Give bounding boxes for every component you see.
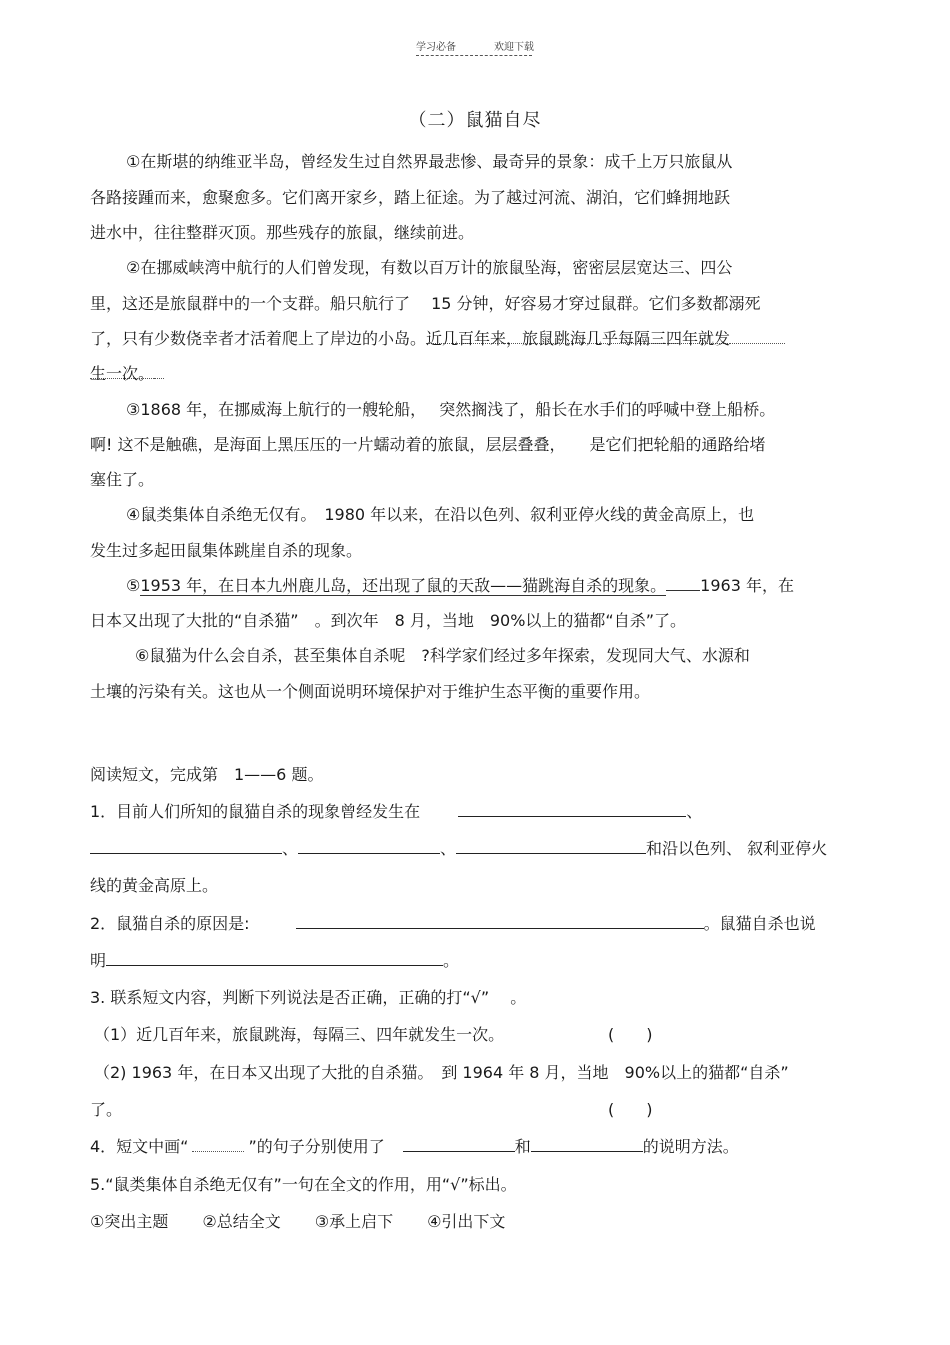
q1-line-2 xyxy=(90,839,827,859)
p5-line-1-tail: 1963 年，在 xyxy=(700,576,794,595)
p1-line-3: 进水中，往往整群灭顶。那些残存的旅鼠，继续前进。 xyxy=(90,223,475,242)
q1-blank-4[interactable] xyxy=(456,839,646,854)
q5-option-4[interactable]: ④引出下文 xyxy=(427,1212,506,1231)
p1-line-2: 各路接踵而来，愈聚愈多。它们离开家乡，踏上征途。为了越过河流、湖泊，它们蜂拥地跃 xyxy=(90,188,731,207)
p3-line-3: 塞住了。 xyxy=(90,470,155,489)
underlined-sentence-b: 生一次。 xyxy=(90,364,155,383)
q2-blank-2[interactable] xyxy=(106,951,443,966)
q3-statement-1: （1）近几百年来，旅鼠跳海，每隔三、四年就发生一次。 xyxy=(94,1025,505,1044)
q2-blank-1[interactable] xyxy=(296,914,704,929)
q5-option-2[interactable]: ②总结全文 xyxy=(202,1212,281,1231)
q1-sep-3: 、 xyxy=(440,839,457,858)
underlined-sentence-a: 近几百年来，旅鼠跳海几乎每隔三四年就发 xyxy=(426,329,731,348)
p1-line-1: ①在斯堪的纳维亚半岛，曾经发生过自然界最悲惨、最奇异的景象：成千上万只旅鼠从 xyxy=(126,152,733,171)
q4-stem: 4．短文中画“ xyxy=(90,1137,189,1156)
q1-stem: 1．目前人们所知的鼠猫自杀的现象曾经发生在 xyxy=(90,802,421,821)
q2-stem: 2．鼠猫自杀的原因是: xyxy=(90,914,250,933)
q1-blank-1[interactable] xyxy=(458,802,686,817)
q4-mid: ”的句子分别使用了 xyxy=(248,1137,385,1156)
q2-tail: 。鼠猫自杀也说 xyxy=(703,914,816,933)
p3-line-1: ③1868 年，在挪威海上航行的一艘轮船， 突然搁浅了，船长在水手们的呼喊中登上船桥。 xyxy=(126,400,776,419)
q3-stem: 3. 联系短文内容，判断下列说法是否正确，正确的打“√” 。 xyxy=(90,988,527,1007)
header-right: 欢迎下载 xyxy=(494,42,534,53)
q3-statement-2-end: 了。 xyxy=(90,1100,123,1119)
q2-ming: 明 xyxy=(90,951,107,970)
q2-line-1 xyxy=(90,914,816,934)
p4-line-2: 发生过多起田鼠集体跳崖自杀的现象。 xyxy=(90,541,363,560)
q4-line xyxy=(90,1137,739,1157)
q3-answer-box-1[interactable]: ( ) xyxy=(608,1025,653,1044)
q1-tail: 和沿以色列、 叙利亚停火 xyxy=(646,839,828,858)
underline-tail xyxy=(730,329,785,344)
underline-gap xyxy=(666,576,700,591)
page-header xyxy=(0,38,950,53)
q1-blank-3[interactable] xyxy=(298,839,440,854)
q5-stem: 5.“鼠类集体自杀绝无仅有”一句在全文的作用，用“√”标出。 xyxy=(90,1175,517,1194)
p2-line-1: ②在挪威峡湾中航行的人们曾发现，有数以百万计的旅鼠坠海，密密层层宽达三、四公 xyxy=(126,258,733,277)
p6-line-2: 土壤的污染有关。这也从一个侧面说明环境保护对于维护生态平衡的重要作用。 xyxy=(90,682,651,701)
p5-marker: ⑤ xyxy=(126,576,141,595)
q2-end: 。 xyxy=(443,951,460,970)
article-title: （二）鼠猫自尽 xyxy=(408,110,542,131)
q4-underline-sample xyxy=(192,1137,244,1152)
q4-blank-2[interactable] xyxy=(531,1137,643,1152)
q5-option-1[interactable]: ①突出主题 xyxy=(90,1212,169,1231)
underlined-sentence-c: 1953 年，在日本九州鹿儿岛，还出现了鼠的天敌——猫跳海自杀的现象。 xyxy=(140,576,667,595)
p2-line-3-text: 了，只有少数侥幸者才活着爬上了岸边的小岛。 xyxy=(90,329,427,348)
p2-line-2: 里，这还是旅鼠群中的一个支群。船只航行了 15 分钟，好容易才穿过鼠群。它们多数都溺死 xyxy=(90,294,761,313)
p2-line-4 xyxy=(90,364,164,384)
p4-line-1: ④鼠类集体自杀绝无仅有。 1980 年以来，在沿以色列、叙利亚停火线的黄金高原上，也 xyxy=(126,505,755,524)
q5-options xyxy=(90,1212,505,1232)
p6-line-1: ⑥鼠猫为什么会自杀，甚至集体自杀呢 ?科学家们经过多年探索，发现同大气、水源和 xyxy=(135,646,750,665)
q1-line-1 xyxy=(90,802,702,822)
header-divider xyxy=(416,55,532,56)
questions-intro: 阅读短文，完成第 1——6 题。 xyxy=(90,765,324,784)
q4-blank-1[interactable] xyxy=(403,1137,515,1152)
p5-line-1 xyxy=(126,576,794,596)
q3-statement-2: （2) 1963 年，在日本又出现了大批的自杀猫。 到 1964 年 8 月，当地 90%以上的猫都“自杀” xyxy=(94,1063,789,1082)
q1-blank-2[interactable] xyxy=(90,839,282,854)
q4-tail: 的说明方法。 xyxy=(642,1137,739,1156)
q4-and: 和 xyxy=(514,1137,531,1156)
header-left: 学习必备 xyxy=(416,42,456,53)
q2-line-2 xyxy=(90,951,459,971)
q1-line-3: 线的黄金高原上。 xyxy=(90,876,219,895)
q1-sep-2: 、 xyxy=(282,839,299,858)
p2-line-3 xyxy=(90,329,785,349)
underline-end xyxy=(154,364,164,379)
q3-answer-box-2[interactable]: ( ) xyxy=(608,1100,653,1119)
p3-line-2: 啊! 这不是触礁，是海面上黑压压的一片蠕动着的旅鼠，层层叠叠， 是它们把轮船的通路给堵 xyxy=(90,435,766,454)
q5-option-3[interactable]: ③承上启下 xyxy=(314,1212,394,1231)
q1-sep-1: 、 xyxy=(686,802,703,821)
p5-line-2: 日本又出现了大批的“自杀猫” 。到次年 8 月，当地 90%以上的猫都“自杀”了。 xyxy=(90,611,686,630)
